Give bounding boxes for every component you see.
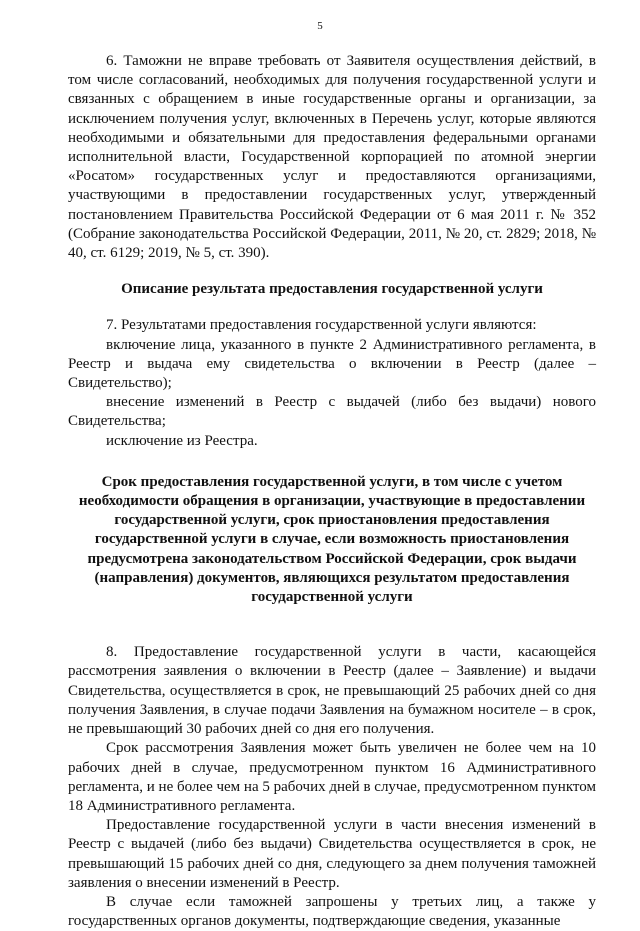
- heading-service-term: Срок предоставления государственной услуги, в том числе с учетом необходимости обращения в организации, участвующие в предоставлении государственной услуги, срок приостановления предоставления государственной услуги в случае, если возможность приостановления предусмотрена законодательством Российской Федерации, срок выдачи (направления) документов, являющихся результатом предоставления государственной услуги: [78, 473, 586, 606]
- paragraph-8-third-party: В случае если таможней запрошены у третьих лиц, а также у государственных органов документы, подтверждающие сведения, указанные: [68, 893, 596, 930]
- paragraph-8-changes: Предоставление государственной услуги в части внесения изменений в Реестр с выдачей (либо без выдачи) Свидетельства осуществляется в срок, не превышающий 15 рабочих дней со дня, следующего за днем получения таможней заявления о внесении изменений в Реестр.: [68, 817, 596, 891]
- heading-result-description: Описание результата предоставления государственной услуги: [121, 281, 543, 298]
- paragraph-7: 7. Результатами предоставления государственной услуги являются:: [106, 317, 537, 334]
- paragraph-7-item-1: включение лица, указанного в пункте 2 Административного регламента, в Реестр и выдача ему свидетельства о включении в Реестр (далее – Свидетельство);: [68, 336, 596, 392]
- page-number: 5: [317, 20, 323, 32]
- paragraph-8-extension: Срок рассмотрения Заявления может быть увеличен не более чем на 10 рабочих дней в случае, предусмотренном пунктом 16 Административного регламента, и не более чем на 5 рабочих дней в случае, предусмотренном пунктом 18 Административного регламента.: [68, 740, 596, 814]
- paragraph-7-item-3: исключение из Реестра.: [106, 432, 258, 449]
- document-body: [68, 52, 596, 931]
- paragraph-8: 8. Предоставление государственной услуги в части, касающейся рассмотрения заявления о включении в Реестр (далее – Заявление) и выдачи Свидетельства, осуществляется в срок, не превышающий 25 рабочих дней со дня получения Заявления, в случае подачи Заявления на бумажном носителе – в срок, не превышающий 30 рабочих дней со дня его получения.: [68, 644, 596, 738]
- paragraph-6: 6. Таможни не вправе требовать от Заявителя осуществления действий, в том числе согласований, необходимых для получения государственной услуги и связанных с обращением в иные государственные органы и организации, за исключением получения услуг, включенных в Перечень услуг, которые являются необходимыми и обязательными для предоставления федеральными органами исполнительной власти, Государственной корпорацией по атомной энергии «Росатом» государственных услуг и предоставляются организациями, участвующими в предоставлении государственных услуг, утвержденный постановлением Правительства Российской Федерации от 6 мая 2011 г. № 352 (Собрание законодательства Российской Федерации, 2011, № 20, ст. 2829; 2018, № 40, ст. 6129; 2019, № 5, ст. 390).: [68, 53, 596, 262]
- paragraph-7-item-2: внесение изменений в Реестр с выдачей (либо без выдачи) нового Свидетельства;: [68, 394, 596, 430]
